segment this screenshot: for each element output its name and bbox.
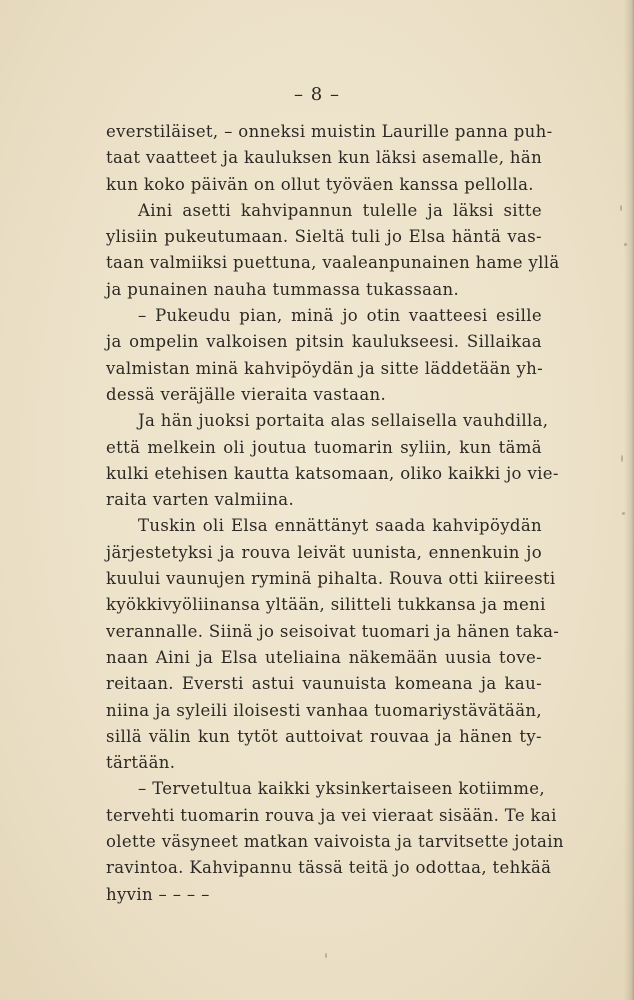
paper-speck xyxy=(622,512,625,515)
page-edge-shadow xyxy=(624,0,634,1000)
text-line: verannalle. Siinä jo seisoivat tuomari ja hänen taka- xyxy=(106,621,560,641)
text-line: ja punainen nauha tummassa tukassaan. xyxy=(106,279,460,299)
page-number: – 8 – xyxy=(294,84,340,105)
text-line: Aini asetti kahvipannun tulelle ja läksi sitte xyxy=(138,200,542,220)
paper-speck xyxy=(325,953,327,958)
text-line: kulki etehisen kautta katsomaan, oliko kaikki jo vie- xyxy=(106,463,559,483)
text-line: taan valmiiksi puettuna, vaaleanpunainen hame yllä xyxy=(106,253,560,273)
text-line: järjestetyksi ja rouva leivät uunista, ennenkuin jo xyxy=(106,542,542,562)
text-line: valmistan minä kahvipöydän ja sitte läddetään yh- xyxy=(106,358,544,378)
text-line: kuului vaunujen ryminä pihalta. Rouva otti kiireesti xyxy=(106,569,556,589)
text-line: ylisiin pukeutumaan. Sieltä tuli jo Elsa häntä vas- xyxy=(106,227,542,247)
text-line: ja ompelin valkoisen pitsin kaulukseesi. Sillaikaa xyxy=(106,332,542,352)
text-line: kun koko päivän on ollut työväen kanssa pellolla. xyxy=(106,174,534,194)
text-line: ravintoa. Kahvipannu tässä teitä jo odottaa, tehkää xyxy=(106,858,552,878)
text-line: dessä veräjälle vieraita vastaan. xyxy=(106,384,387,404)
text-line: – Tervetultua kaikki yksinkertaiseen kotiimme, xyxy=(138,779,545,799)
text-line: naan Aini ja Elsa uteliaina näkemään uusia tove- xyxy=(106,647,542,667)
text-line: raita varten valmiina. xyxy=(106,490,295,510)
text-line: tervehti tuomarin rouva ja vei vieraat sisään. Te kai xyxy=(106,805,557,825)
text-line: – Pukeudu pian, minä jo otin vaatteesi esille xyxy=(138,306,542,326)
text-line: kyökkivyöliinansa yltään, silitteli tukkansa ja meni xyxy=(106,595,546,615)
paper-speck xyxy=(620,205,622,211)
text-line: Tuskin oli Elsa ennättänyt saada kahvipöydän xyxy=(138,516,542,536)
text-line: reitaan. Eversti astui vaunuista komeana ja kau- xyxy=(106,674,542,694)
text-line: everstiläiset, – onneksi muistin Laurille panna puh- xyxy=(106,122,553,141)
text-line: että melkein oli joutua tuomarin syliin, kun tämä xyxy=(106,437,542,457)
text-body xyxy=(106,119,564,908)
paper-speck xyxy=(624,243,627,246)
text-line: taat vaatteet ja kauluksen kun läksi asemalle, hän xyxy=(106,148,543,168)
text-line: niina ja syleili iloisesti vanhaa tuomariystävätään, xyxy=(106,700,542,720)
text-line: olette väsyneet matkan vaivoista ja tarvitsette jotain xyxy=(106,832,564,852)
paper-speck xyxy=(621,455,623,462)
text-line: Ja hän juoksi portaita alas sellaisella vauhdilla, xyxy=(138,411,549,431)
text-line: tärtään. xyxy=(106,753,176,773)
text-line: hyvin – – – – xyxy=(106,884,210,904)
text-line: sillä välin kun tytöt auttoivat rouvaa ja hänen ty- xyxy=(106,726,542,746)
